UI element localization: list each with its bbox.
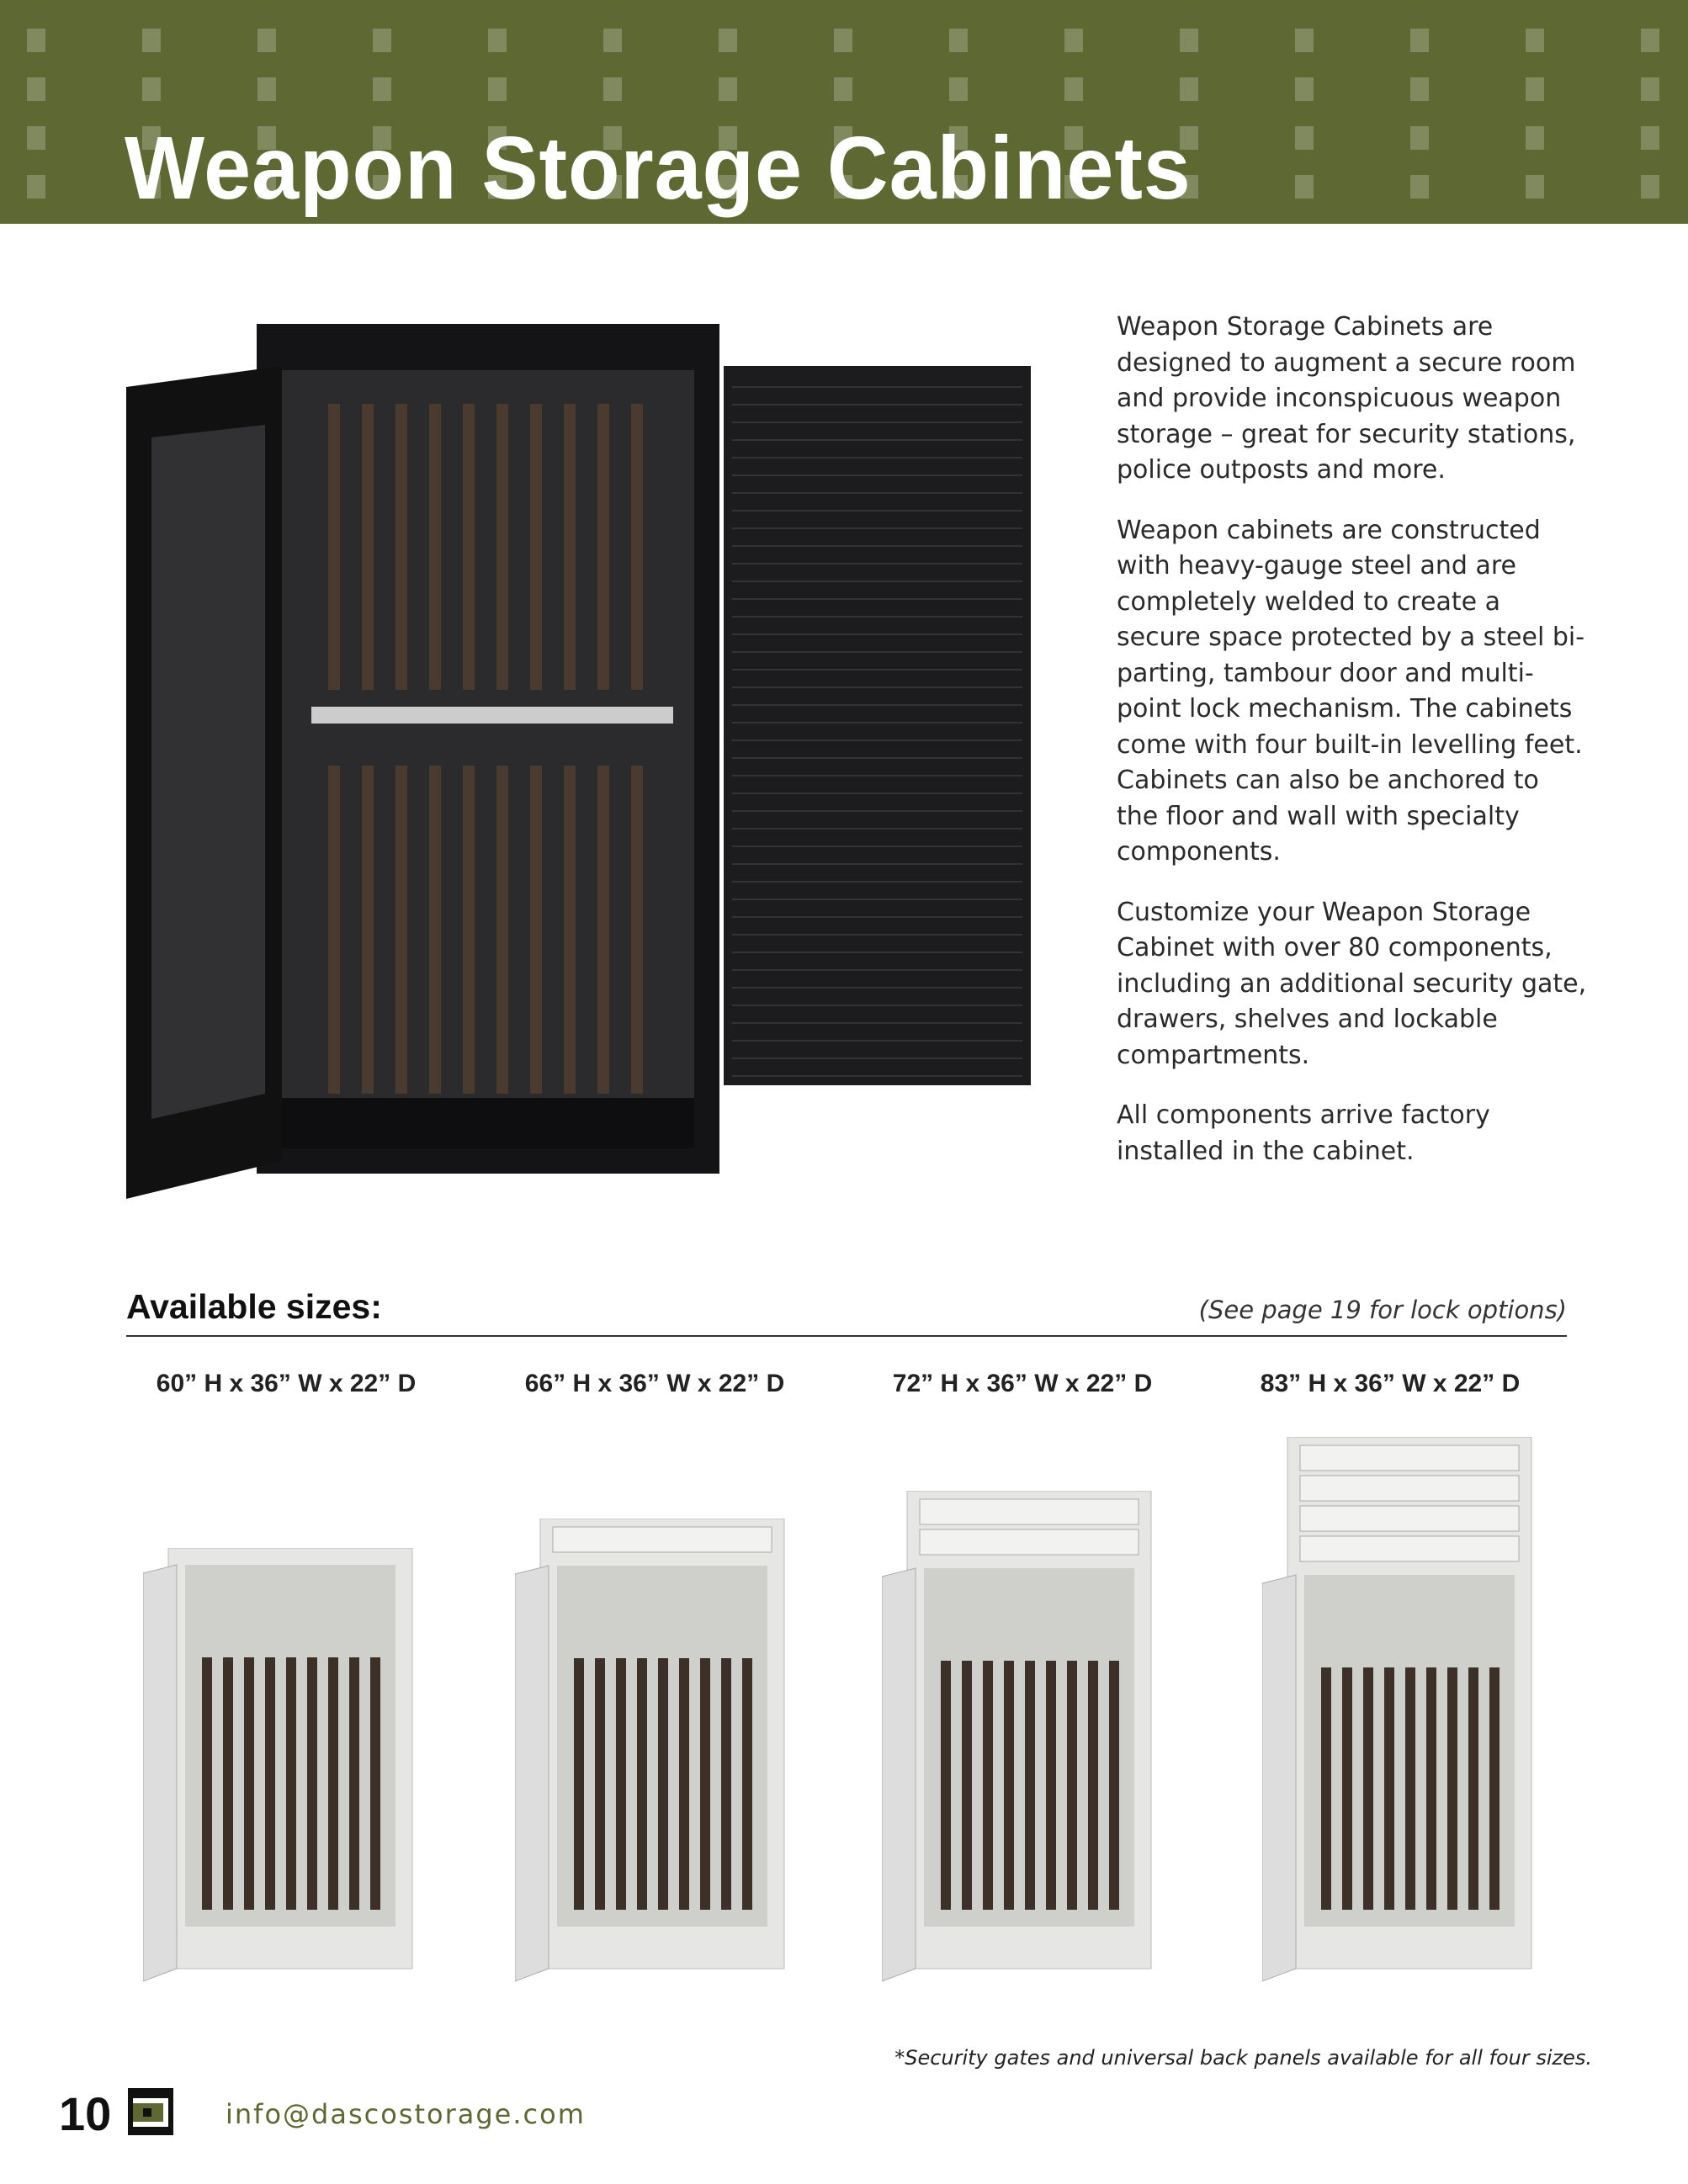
rifle (463, 766, 475, 1094)
rifle (530, 404, 542, 690)
description-paragraph: Customize your Weapon Storage Cabinet with over 80 components, including an additional security gate, drawers, shelves and lockable compartments. (1117, 897, 1587, 1070)
page-number: 10 (59, 2087, 112, 2140)
rifle (721, 1658, 731, 1910)
rifle (286, 1657, 296, 1910)
description-paragraph: All components arrive factory installed in the cabinet. (1117, 1100, 1490, 1166)
pattern-dot (1526, 126, 1544, 150)
description-paragraph: Weapon cabinets are constructed with heavy-gauge steel and are completely welded to create a secure space protected by a steel bi-parting, tambour door and multi-point lock mechanism. The cabinets come with four built-in levelling feet. Cabinets can also be anchored to the floor and wall with specialty components. (1117, 515, 1585, 867)
rifle (1447, 1667, 1457, 1910)
open-door (143, 1565, 177, 1981)
rifle (631, 404, 643, 690)
rifle (265, 1657, 275, 1910)
closed-cabinet (724, 366, 1031, 1085)
available-sizes-heading: Available sizes: (126, 1287, 382, 1326)
rifle (328, 1657, 338, 1910)
pattern-dot (27, 126, 45, 150)
pattern-dot (27, 29, 45, 52)
page-title: Weapon Storage Cabinets (125, 119, 1192, 218)
rifle (1489, 1667, 1500, 1910)
cabinet-size-image (1262, 1437, 1540, 1985)
rifle (1004, 1661, 1014, 1910)
size-label-83: 83” H x 36” W x 22” D (1260, 1370, 1521, 1397)
drawer (1300, 1445, 1519, 1471)
rifle (349, 1657, 359, 1910)
pattern-dot (1295, 126, 1314, 150)
rifle (328, 404, 340, 690)
rifle (223, 1657, 233, 1910)
rifle (429, 766, 441, 1094)
rifle (597, 404, 609, 690)
drawer (1300, 1536, 1519, 1561)
rifle (742, 1658, 752, 1910)
open-door (515, 1566, 549, 1981)
drawer (1300, 1476, 1519, 1501)
pattern-dot (1641, 126, 1659, 150)
pattern-dot (603, 77, 622, 101)
rifle (1046, 1661, 1056, 1910)
rifle (962, 1661, 972, 1910)
rifle (1109, 1661, 1119, 1910)
pattern-dot (1526, 77, 1544, 101)
rifle (941, 1661, 951, 1910)
pattern-dot (719, 29, 737, 52)
rifle (1468, 1667, 1478, 1910)
pattern-dot (257, 29, 276, 52)
open-door (882, 1568, 916, 1981)
rifle (616, 1658, 626, 1910)
hero-cabinet-image (126, 320, 1035, 1203)
pattern-dot (27, 175, 45, 199)
pattern-dot (1180, 77, 1198, 101)
rifle (658, 1658, 668, 1910)
rifle (1363, 1667, 1373, 1910)
pattern-dot (1295, 175, 1314, 199)
pattern-dot (1641, 77, 1659, 101)
dasco-logo (128, 2088, 173, 2135)
rifle (637, 1658, 647, 1910)
pattern-dot (1641, 175, 1659, 199)
rifle (1342, 1667, 1352, 1910)
pattern-dot (1410, 126, 1429, 150)
drawer (1300, 1506, 1519, 1531)
lock-options-note: (See page 19 for lock options) (1198, 1296, 1567, 1324)
rifle (1067, 1661, 1077, 1910)
rifle (395, 766, 407, 1094)
pattern-dot (1295, 77, 1314, 101)
rifle (983, 1661, 993, 1910)
pattern-dot (1641, 29, 1659, 52)
pattern-dot (834, 29, 852, 52)
rifle (362, 404, 374, 690)
pattern-dot (1180, 29, 1198, 52)
contact-email-link[interactable]: info@dascostorage.com (226, 2098, 586, 2130)
rifle (564, 404, 576, 690)
rifle (1384, 1667, 1394, 1910)
rifle (564, 766, 576, 1094)
rifle (1426, 1667, 1436, 1910)
size-label-72: 72” H x 36” W x 22” D (892, 1370, 1153, 1397)
pattern-dot (949, 29, 968, 52)
rifle (574, 1658, 584, 1910)
drawer (920, 1499, 1139, 1524)
rifle (463, 404, 475, 690)
pattern-dot (1410, 175, 1429, 199)
rifle (631, 766, 643, 1094)
rifle (1088, 1661, 1098, 1910)
pattern-dot (719, 77, 737, 101)
section-divider (126, 1335, 1567, 1337)
pattern-dot (488, 77, 507, 101)
rifle (595, 1658, 605, 1910)
rifle (679, 1658, 689, 1910)
description-text (1117, 310, 1588, 1194)
cabinet-size-image (882, 1491, 1160, 1985)
rifle (202, 1657, 212, 1910)
pattern-dot (1526, 29, 1544, 52)
pattern-dot (373, 29, 391, 52)
rifle (496, 766, 508, 1094)
rifle (1321, 1667, 1331, 1910)
rifle (370, 1657, 380, 1910)
rifle (1025, 1661, 1035, 1910)
rifle (597, 766, 609, 1094)
rifle (244, 1657, 254, 1910)
pattern-dot (1295, 29, 1314, 52)
pattern-dot (373, 77, 391, 101)
pattern-dot (488, 29, 507, 52)
pattern-dot (142, 77, 161, 101)
pattern-dot (142, 29, 161, 52)
drawer (553, 1527, 772, 1552)
pattern-dot (949, 77, 968, 101)
open-door (1262, 1575, 1296, 1981)
pattern-dot (834, 77, 852, 101)
shelf (311, 707, 673, 724)
size-label-60: 60” H x 36” W x 22” D (156, 1370, 417, 1397)
rifle (700, 1658, 710, 1910)
pattern-dot (1064, 29, 1083, 52)
rifle (1405, 1667, 1415, 1910)
footnote: *Security gates and universal back panels available for all four sizes. (894, 2046, 1592, 2070)
pattern-dot (603, 29, 622, 52)
pattern-dot (257, 77, 276, 101)
size-label-66: 66” H x 36” W x 22” D (524, 1370, 785, 1397)
rifle (496, 404, 508, 690)
drawer (920, 1529, 1139, 1555)
pattern-dot (1410, 77, 1429, 101)
rifle (429, 404, 441, 690)
rifle (307, 1657, 317, 1910)
rifle (362, 766, 374, 1094)
cabinet-size-image (515, 1519, 793, 1985)
pattern-dot (1410, 29, 1429, 52)
page-header-banner (0, 0, 1688, 224)
pattern-dot (1064, 77, 1083, 101)
pattern-dot (27, 77, 45, 101)
cabinet-size-image (143, 1548, 421, 1985)
rifle (328, 766, 340, 1094)
pattern-dot (1526, 175, 1544, 199)
rifle (530, 766, 542, 1094)
rifle (395, 404, 407, 690)
description-paragraph: Weapon Storage Cabinets are designed to augment a secure room and provide inconspicuous weapon storage – great for security stations, police outposts and more. (1117, 312, 1576, 485)
